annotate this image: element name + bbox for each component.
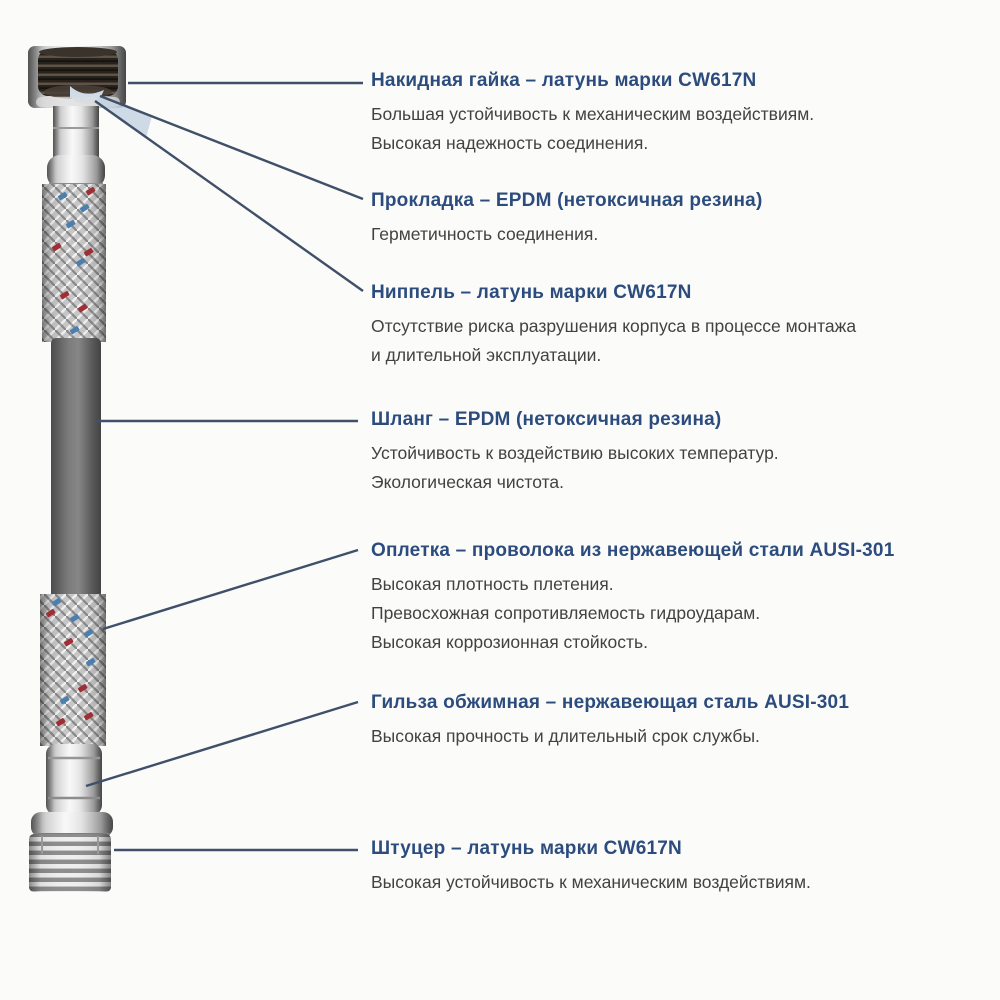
label-section-union-nut [371,69,979,158]
part-title-hose: Шланг – EPDM (нетоксичная резина) [371,409,722,430]
part-description-line: Высокая надежность соединения. [371,133,649,153]
part-description-line: Высокая коррозионная стойкость. [371,632,648,652]
callout-line-nipple [95,101,363,291]
part-description-line: и длительной эксплуатации. [371,345,602,365]
part-title-braid: Оплетка – проволока из нержавеющей стали AUSI-301 [371,540,895,561]
part-title-sleeve: Гильза обжимная – нержавеющая сталь AUSI-301 [371,692,850,713]
part-description-line: Высокая устойчивость к механическим воздействиям. [371,872,811,892]
callout-lines [86,83,363,850]
threaded-stud [29,834,111,892]
part-description-line: Высокая прочность и длительный срок службы. [371,726,760,746]
part-description-line: Герметичность соединения. [371,224,599,244]
part-title-union-nut: Накидная гайка – латунь марки CW617N [371,70,757,91]
braid-lower [40,594,106,746]
part-title-nipple: Ниппель – латунь марки CW617N [371,282,692,303]
label-section-fitting [371,837,979,897]
label-section-hose [371,408,979,497]
crimp-sleeve [46,744,102,815]
callout-line-gasket [100,96,363,199]
rubber-hose [51,338,101,598]
part-title-gasket: Прокладка – EPDM (нетоксичная резина) [371,190,763,211]
label-section-sleeve [371,691,979,751]
nipple-neck [53,106,99,160]
label-section-gasket [371,189,979,249]
braid-upper [42,184,106,342]
part-description-line: Устойчивость к воздействию высоких температур. [371,443,779,463]
label-section-nipple [371,281,979,370]
label-section-braid [371,539,979,657]
union-nut [28,46,126,108]
part-description-line: Отсутствие риска разрушения корпуса в процессе монтажа [371,316,857,336]
part-description-line: Экологическая чистота. [371,472,565,492]
part-title-fitting: Штуцер – латунь марки CW617N [371,838,682,859]
callout-line-braid [103,550,358,629]
part-description-line: Большая устойчивость к механическим воздействиям. [371,104,815,124]
part-description-line: Высокая плотность плетения. [371,574,614,594]
shoulder-ring [31,812,113,837]
callout-line-sleeve [86,702,358,786]
collar [47,155,105,188]
part-description-line: Превосхожная сопротивляемость гидроударам. [371,603,761,623]
